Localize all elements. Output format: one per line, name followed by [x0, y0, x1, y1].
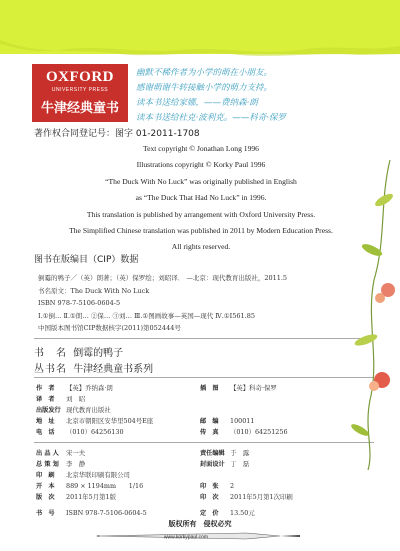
- book-series-label: 丛书名: [34, 364, 67, 375]
- copyright-line: as “The Duck That Had No Luck” in 1996.: [135, 193, 267, 203]
- book-series: [34, 360, 153, 375]
- detail-row: [36, 394, 85, 403]
- divider: [34, 442, 374, 443]
- detail-value: 北京市朝阳区安华里504号E座: [66, 417, 154, 425]
- detail-label: 传 真: [200, 429, 219, 436]
- floral-decoration: [330, 140, 400, 470]
- book-title-value: 倒霉的鸭子: [73, 348, 124, 359]
- dedication-line: 读本书送给杜克·波利克。——科奇·保罗: [136, 113, 286, 123]
- dedication-line: 读本书送给家娜，——费纳森·朗: [136, 98, 258, 108]
- cip-line: 书名原文：The Duck With No Luck: [38, 286, 150, 295]
- logo-oxford-text: OXFORD: [46, 69, 114, 85]
- detail-value: 100011: [230, 417, 255, 425]
- wavy-band-edge: [0, 0, 400, 60]
- copyright-line: The Simplified Chinese translation was published in 2011 by Modern Education Press.: [69, 226, 333, 236]
- detail-value: 【英】科奇·保罗: [230, 384, 277, 392]
- website-text: www.korkypaul.com: [163, 534, 209, 541]
- detail-value: 2: [230, 482, 235, 490]
- detail-value: 【英】乔纳森·朗: [66, 384, 113, 392]
- price-row: [200, 508, 255, 517]
- detail-value: 李 静: [66, 460, 86, 468]
- detail-label: 总 策 划: [36, 461, 59, 468]
- cip-line: 中国版本图书馆CIP数据核字(2011)第052444号: [38, 324, 181, 333]
- detail-value: 2011年5月第1次印刷: [230, 493, 293, 501]
- copyright-line: Text copyright © Jonathan Long 1996: [143, 144, 259, 153]
- copyright-block: [34, 141, 368, 256]
- detail-row: [36, 448, 85, 457]
- detail-value: 于 露: [230, 449, 250, 457]
- detail-row: [200, 383, 277, 392]
- detail-row: [200, 492, 293, 501]
- oxford-logo: [32, 64, 128, 122]
- detail-label: 出 品 人: [36, 450, 59, 457]
- divider: [34, 377, 374, 378]
- detail-value: 现代教育出版社: [66, 406, 111, 414]
- detail-value: ISBN 978-7-5106-0604-5: [66, 509, 147, 517]
- detail-label: 出版发行: [36, 407, 61, 414]
- copyright-line: All rights reserved.: [171, 242, 231, 252]
- detail-value: 宋一夫: [66, 449, 86, 457]
- book-title-label: 书 名: [34, 348, 67, 359]
- cip-block: [38, 272, 287, 335]
- detail-value: 刘 昭: [66, 395, 86, 403]
- cip-line: Ⅰ.①倒… Ⅱ.①朗… ②保… ③刘… Ⅲ.①图画故事—英国—现代 Ⅳ.①I561.85: [38, 311, 255, 320]
- copyright-line: Illustrations copyright © Korky Paul 1996: [136, 160, 266, 170]
- detail-row: [36, 427, 124, 436]
- detail-label: 定 价: [200, 510, 219, 517]
- detail-row: [200, 448, 249, 457]
- detail-label: 版 次: [36, 494, 55, 501]
- detail-label: 印 次: [200, 494, 219, 501]
- detail-label: 插 图: [200, 385, 219, 392]
- dedication-line: 幽默不稀作者为小学的萌在小朋友。: [136, 68, 273, 78]
- detail-label: 邮 编: [200, 418, 219, 425]
- cip-line: 倒霉的鸭子／（英）朗著；（英）保罗绘；刘昭译． —北京：现代教育出版社，2011.5: [38, 274, 288, 282]
- detail-value: （010）64251256: [230, 428, 288, 436]
- detail-value: 北京华联印刷有限公司: [66, 471, 130, 479]
- copyright-line: This translation is published by arrangement with Oxford University Press.: [86, 209, 316, 219]
- rights-reserved: 版权所有 侵权必究: [168, 520, 232, 528]
- detail-label: 电 话: [36, 429, 55, 436]
- copyright-line: “The Duck With No Luck” was originally published in English: [105, 176, 297, 186]
- detail-label: 译 者: [36, 396, 55, 403]
- book-series-value: 牛津经典童书系列: [73, 364, 154, 375]
- detail-label: 书 号: [36, 510, 55, 517]
- detail-row: [36, 405, 111, 414]
- detail-row: [200, 481, 234, 490]
- detail-label: 作 者: [36, 385, 55, 392]
- detail-row: [36, 383, 113, 392]
- cip-heading: 图书在版编目（CIP）数据: [34, 255, 139, 265]
- logo-series-text: 牛津经典童书: [40, 101, 119, 116]
- detail-row: [200, 416, 254, 425]
- detail-value: 13.50元: [230, 509, 255, 517]
- detail-row: [36, 470, 130, 479]
- detail-label: 印 张: [200, 483, 219, 490]
- handwritten-dedication: [136, 66, 386, 126]
- divider: [34, 338, 374, 339]
- cip-line: ISBN 978-7-5106-0604-5: [38, 299, 121, 308]
- copyright-registration: 著作权合同登记号：图字 01-2011-1708: [34, 129, 200, 139]
- detail-value: （010）64256130: [66, 428, 124, 436]
- detail-label: 封面设计: [200, 461, 225, 468]
- detail-row: [36, 416, 153, 425]
- detail-value: 2011年5月第1版: [66, 493, 116, 501]
- detail-row: [200, 459, 249, 468]
- top-decorative-band: [0, 0, 400, 54]
- logo-press-text: UNIVERSITY PRESS: [51, 87, 109, 93]
- pen-illustration: [96, 528, 306, 544]
- detail-label: 责任编辑: [200, 450, 225, 457]
- detail-row: [36, 481, 143, 490]
- detail-row: [36, 492, 116, 501]
- detail-value: 889 × 1194mm 1/16: [66, 482, 144, 490]
- book-title: [34, 344, 123, 359]
- dedication-line: 感谢萌谢牛转接触小学的萌力支持。: [136, 83, 273, 93]
- isbn-row: [36, 508, 147, 517]
- detail-value: 丁 磊: [230, 460, 250, 468]
- detail-row: [36, 459, 85, 468]
- detail-row: [200, 427, 288, 436]
- detail-label: 开 本: [36, 483, 55, 490]
- detail-label: 地 址: [36, 418, 55, 425]
- detail-label: 印 刷: [36, 472, 55, 479]
